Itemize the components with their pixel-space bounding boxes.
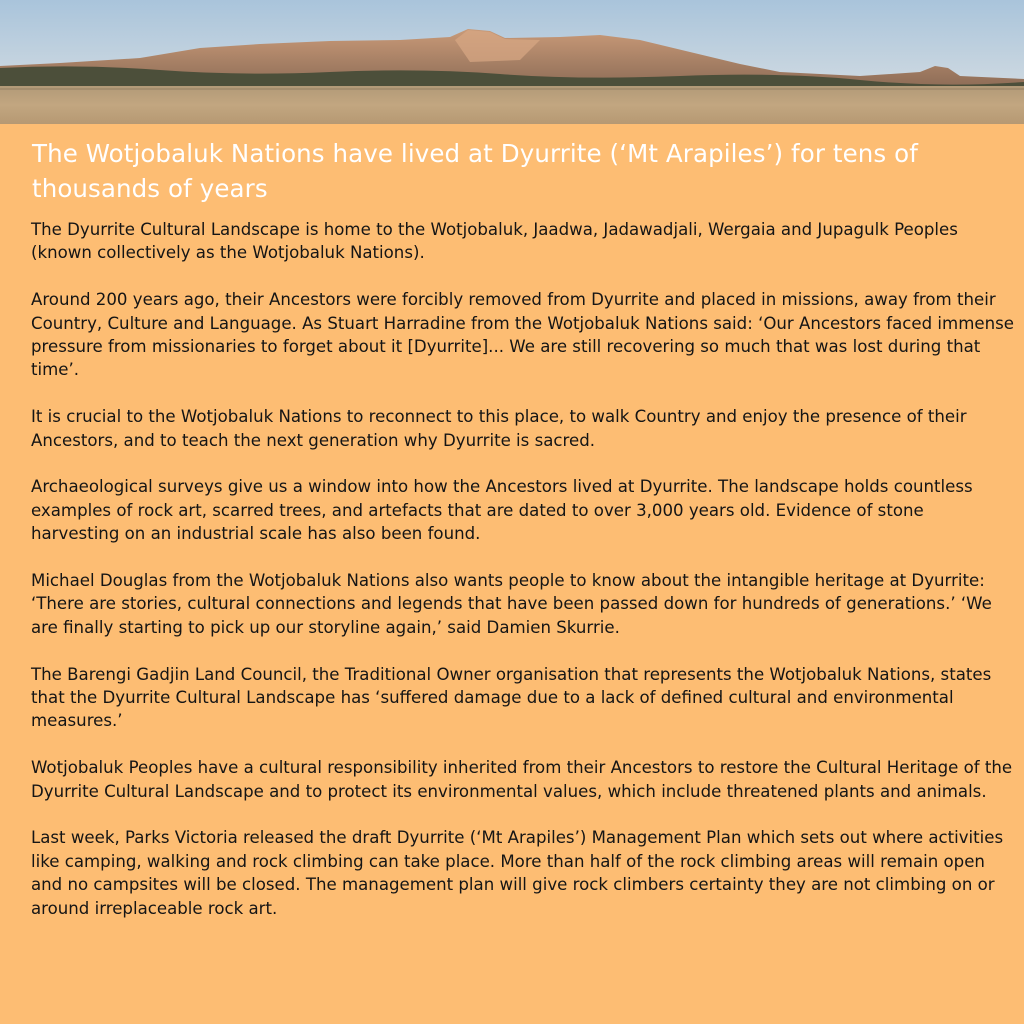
paragraph: Last week, Parks Victoria released the draft Dyurrite (‘Mt Arapiles’) Management Plan which sets out where activities like camping, walking and rock climbing can take place. More than half of the rock climbing areas will remain open and no campsites will be closed. The management plan will give rock climbers certainty they are not climbing on or around irreplaceable rock art. [31, 828, 1004, 918]
landscape-photo [0, 0, 1024, 124]
article-body [31, 218, 1016, 920]
paragraph: Michael Douglas from the Wotjobaluk Nations also wants people to know about the intangible heritage at Dyurrite: ‘There are stories, cultural connections and legends that have been passed down for hundreds of generations.’ ‘We are finally starting to pick up our storyline again,’ said Damien Skurrie. [31, 571, 992, 637]
mountain-landscape-image [0, 0, 1024, 124]
paragraph: The Dyurrite Cultural Landscape is home to the Wotjobaluk, Jaadwa, Jadawadjali, Wergaia and Jupagulk Peoples (known collectively as the Wotjobaluk Nations). [31, 220, 958, 263]
article-title: The Wotjobaluk Nations have lived at Dyurrite (‘Mt Arapiles’) for tens of thousands of years [32, 139, 918, 203]
paragraph: Around 200 years ago, their Ancestors were forcibly removed from Dyurrite and placed in missions, away from their Country, Culture and Language. As Stuart Harradine from the Wotjobaluk Nations said: ‘Our Ancestors faced immense pressure from missionaries to forget about it [Dyurrite]... We are still recovering so much that was lost during that time’. [31, 290, 1014, 380]
paragraph: Wotjobaluk Peoples have a cultural responsibility inherited from their Ancestors to restore the Cultural Heritage of the Dyurrite Cultural Landscape and to protect its environmental values, which include threatened plants and animals. [31, 758, 1013, 801]
paragraph: The Barengi Gadjin Land Council, the Traditional Owner organisation that represents the Wotjobaluk Nations, states that the Dyurrite Cultural Landscape has ‘suffered damage due to a lack of defined cultural and environmental measures.’ [31, 664, 992, 731]
paragraph: Archaeological surveys give us a window into how the Ancestors lived at Dyurrite. The landscape holds countless examples of rock art, scarred trees, and artefacts that are dated to over 3,000 years old. Evidence of stone harvesting on an industrial scale has also been found. [31, 477, 973, 544]
paragraph: It is crucial to the Wotjobaluk Nations to reconnect to this place, to walk Country and enjoy the presence of their Ancestors, and to teach the next generation why Dyurrite is sacred. [31, 407, 967, 450]
